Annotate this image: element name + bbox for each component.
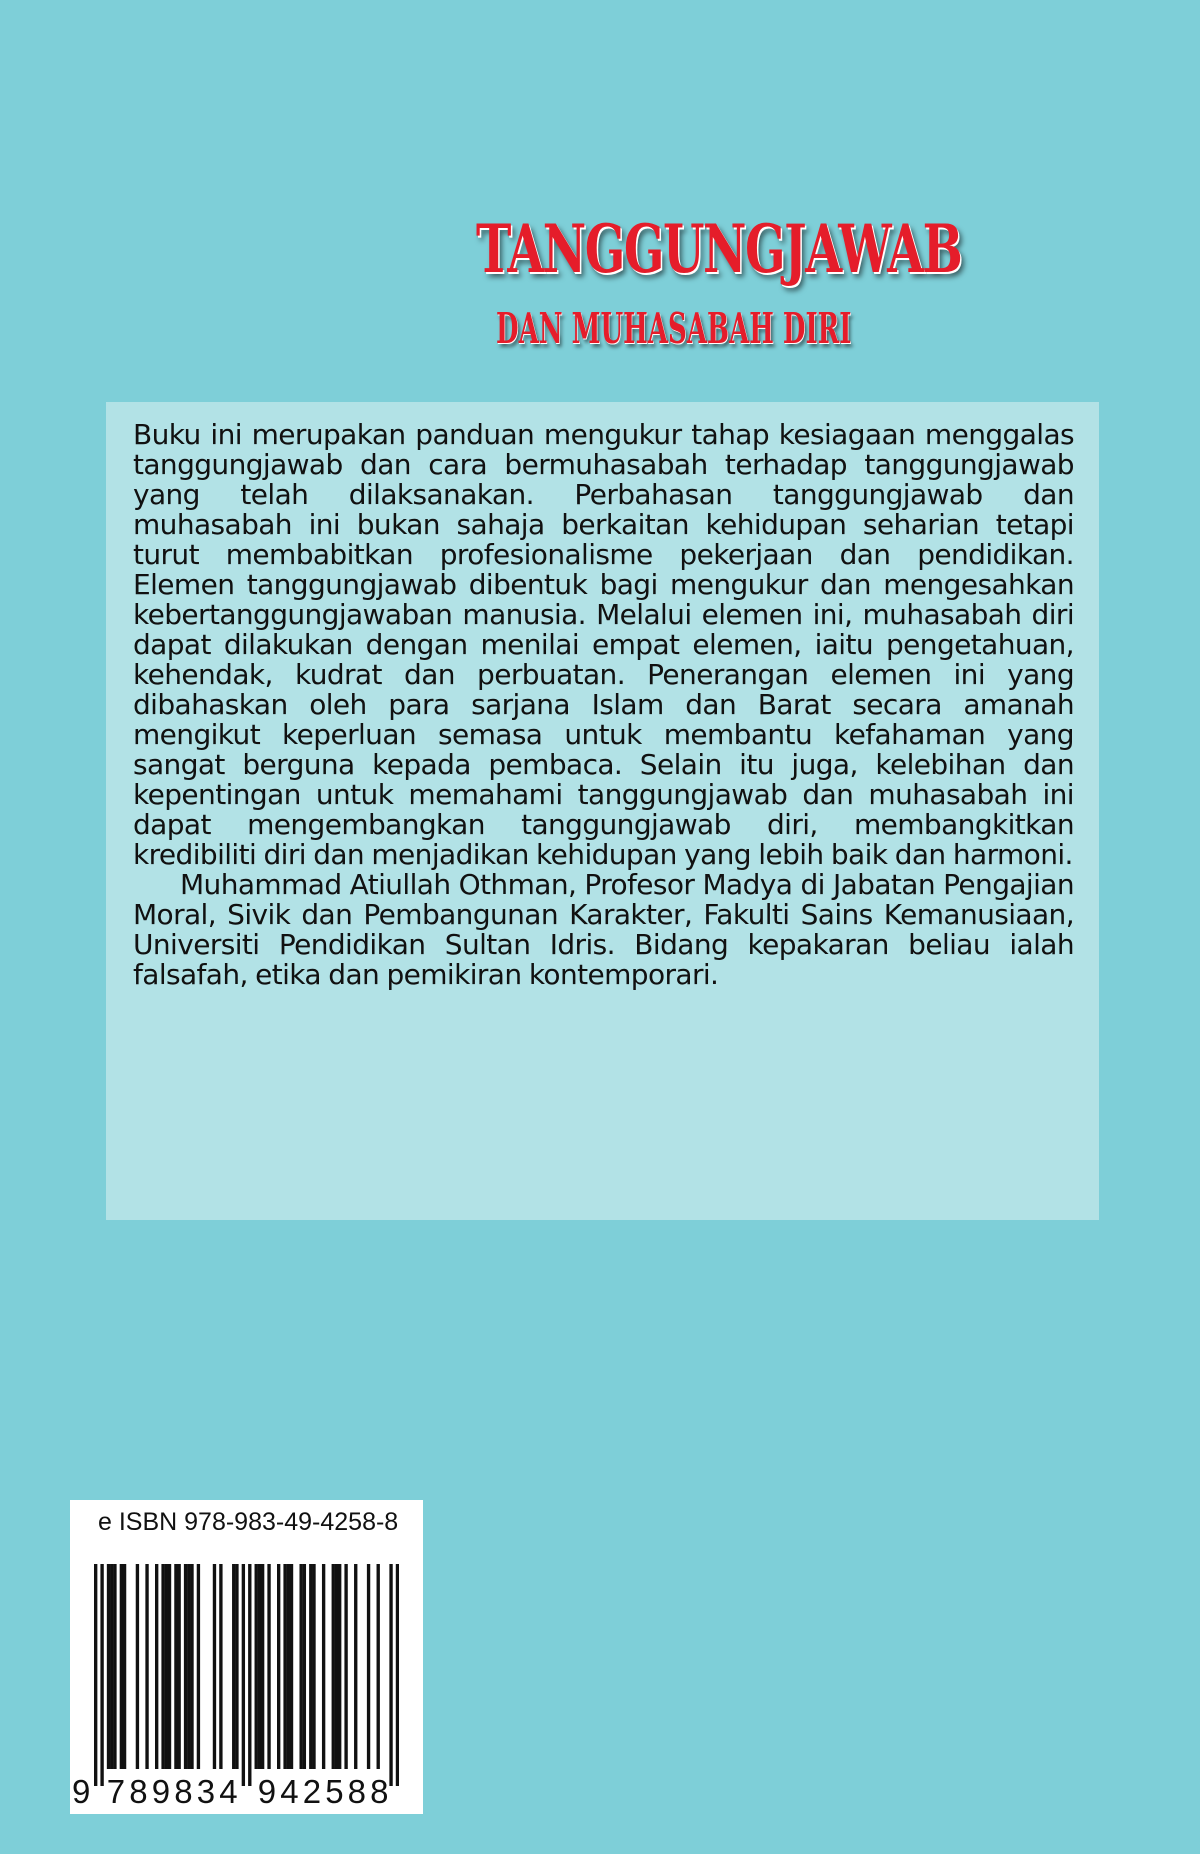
isbn-label: e ISBN 978-983-49-4258-8 [98, 1508, 399, 1536]
barcode-bar [190, 1564, 193, 1769]
barcode-bar [344, 1564, 347, 1769]
barcode-bar [123, 1564, 126, 1769]
barcode-bar [174, 1564, 177, 1769]
barcode-box [70, 1500, 423, 1814]
barcode-bar [168, 1564, 171, 1769]
barcode-bar [258, 1564, 261, 1769]
barcode-bar [145, 1564, 148, 1769]
title-subtitle: DAN MUHASABAH DIRI [496, 304, 852, 353]
barcode-bar [389, 1564, 392, 1786]
barcode-digit: 9 [257, 1773, 277, 1810]
barcode-bar [283, 1564, 286, 1769]
blurb-paragraph: Buku ini merupakan panduan mengukur tahap kesiagaan menggalas tanggungjawab dan cara bermuhasabah terhadap tanggungjawab yang telah dilaksanakan. Perbahasan tanggungjawab dan muhasabah ini bukan sahaja berkaitan kehidupan seharian tetapi turut membabitkan profesionalisme pekerjaan dan pendidikan. Elemen tanggungjawab dibentuk bagi mengukur dan mengesahkan kebertanggungjawaban manusia. Melalui elemen ini, muhasabah diri dapat dilakukan dengan menilai empat elemen, iaitu pengetahuan, kehendak, kudrat dan perbuatan. Penerangan elemen ini yang dibahaskan oleh para sarjana Islam dan Barat secara amanah mengikut keperluan semasa untuk membantu kefahaman yang sangat berguna kepada pembaca. Selain itu juga, kelebihan dan kepentingan untuk memahami tanggungjawab dan muhasabah ini dapat mengembangkan tanggungjawab diri, membangkitkan kredibiliti diri dan menjadikan kehidupan yang lebih baik dan harmoni. [133, 418, 1074, 871]
barcode-bar [290, 1564, 293, 1769]
barcode-digit: 8 [129, 1773, 148, 1810]
barcode-bar [396, 1564, 399, 1786]
barcode-bar [255, 1564, 258, 1769]
barcode-digit: 2 [302, 1773, 322, 1810]
barcode-bar [248, 1564, 251, 1786]
barcode-bar [303, 1564, 306, 1769]
barcode-bar [312, 1564, 315, 1769]
barcode-digit: 9 [72, 1773, 91, 1810]
barcode-digit: 4 [219, 1773, 238, 1810]
barcode-digit: 3 [196, 1773, 216, 1810]
barcode-bar [177, 1564, 180, 1769]
title-main: TANGGUNGJAWAB [476, 210, 962, 288]
barcode-bar [267, 1564, 270, 1769]
barcode-bar [332, 1564, 335, 1769]
blurb-box [106, 402, 1099, 1220]
barcode-digit: 5 [325, 1773, 344, 1810]
barcode-digit: 9 [151, 1773, 171, 1810]
barcode-digit: 4 [280, 1773, 299, 1810]
barcode-bar [120, 1564, 123, 1769]
barcode-bar [197, 1564, 200, 1769]
barcode-bar [367, 1564, 370, 1769]
barcode-bar [161, 1564, 164, 1769]
barcode-bar [155, 1564, 158, 1769]
barcode-bar [187, 1564, 190, 1769]
barcode-bar [94, 1564, 97, 1786]
barcode-bar [213, 1564, 216, 1769]
barcode-bar [377, 1564, 380, 1769]
barcode-bar [219, 1564, 222, 1769]
barcode-bar [242, 1564, 245, 1786]
barcode-bar [261, 1564, 264, 1769]
barcode-bar [165, 1564, 168, 1769]
barcode-bar [100, 1564, 103, 1786]
barcode-bar [136, 1564, 139, 1769]
barcode-bar [107, 1564, 110, 1769]
barcode-digit: 8 [174, 1773, 193, 1810]
barcode-bar [113, 1564, 116, 1769]
barcode-bar [335, 1564, 338, 1769]
barcode-bar [299, 1564, 302, 1769]
barcode-bar [354, 1564, 357, 1769]
barcode-image [94, 1564, 399, 1786]
barcode-bar [287, 1564, 290, 1769]
barcode-bar [110, 1564, 113, 1769]
barcode-bar [232, 1564, 235, 1769]
barcode-bar [338, 1564, 341, 1769]
barcode-bar [322, 1564, 325, 1769]
barcode-bar [235, 1564, 238, 1769]
barcode-digit: 7 [106, 1773, 126, 1810]
author-bio: Muhammad Atiullah Othman, Profesor Madya di Jabatan Pengajian Moral, Sivik dan Pembangunan Karakter, Fakulti Sains Kemanusiaan, Universiti Pendidikan Sultan Idris. Bidang kepakaran beliau ialah falsafah, etika dan pemikiran kontemporari. [133, 868, 1074, 991]
barcode-digit: 8 [370, 1773, 389, 1810]
barcode-bar [184, 1564, 187, 1769]
barcode-bar [309, 1564, 312, 1769]
barcode-digits [70, 1773, 423, 1809]
barcode-digit: 8 [347, 1773, 366, 1810]
barcode-bar [277, 1564, 280, 1769]
